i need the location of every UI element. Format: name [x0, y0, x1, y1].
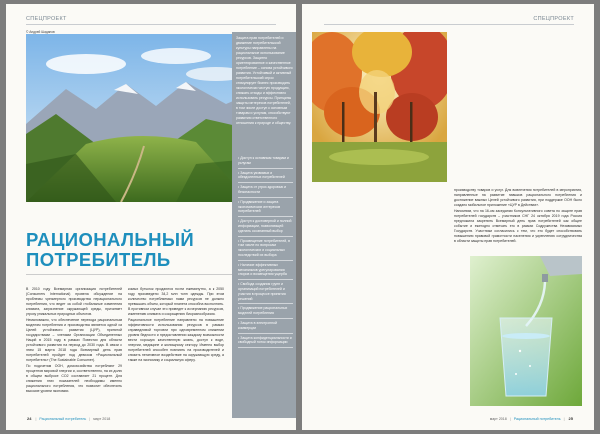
list-item: • Продвижение рациональных моделей потребления	[236, 306, 293, 319]
list-item: • Продвижение и защита экономических интересов потребителей	[236, 200, 293, 217]
list-item: • Наличие эффективных механизмов урегулирования споров и возмещения ущерба	[236, 263, 293, 280]
page-footer-right: март 2018 | Рациональный потребитель | 25	[489, 416, 573, 421]
paragraph: Напомним, что на 16-ом заседании Консультативного совета по защите прав потребителей государств – участников СНГ 24 октября 2019 года Россия предложила закрепить Всемирный день прав потребителей как общее событие и ежегодно отмечать его в рамках Содружества Независимых Государств. Участники согласились с тем, что это будет способствовать повышению правовой грамотности населения и укреплению сотрудничества в области защиты прав потребителей.	[454, 209, 582, 243]
paragraph: Рациональное потребление направлено на повышение эффективности использования ресурсов в рамках справедливой торговли при одновременном снижении уровня бедности и предоставлении каждому возможности вести хорошую качественную жизнь, доступ к воде, энергии, медицине и жилищному сектору. Именно выбор потребителей способен повлиять на производителей и снизить негативное воздействие на окружающую среду, а также на экономику и социальную сферу.	[128, 318, 224, 362]
water-glass-photo	[470, 256, 582, 406]
publication-name: Рациональный потребитель	[513, 417, 561, 421]
photo-credit: © Андрей Шаданов	[26, 30, 55, 34]
page-number: 25	[568, 416, 573, 421]
issue-year: 2018	[498, 417, 507, 421]
list-item: • Защита в электронной коммерции	[236, 321, 293, 334]
list-item: • Защита от угроз здоровью и безопасности	[236, 185, 293, 198]
sidebar-intro	[236, 36, 293, 126]
right-page	[302, 4, 594, 430]
left-page	[6, 4, 296, 430]
issue-month: март	[489, 417, 498, 421]
header-rule	[26, 24, 276, 25]
header-rule	[324, 24, 574, 25]
autumn-forest-photo	[312, 32, 447, 182]
mountain-valley-photo	[26, 34, 250, 202]
issue-month: март	[93, 417, 102, 421]
issue-year: 2018	[102, 417, 111, 421]
article-column-3	[454, 188, 582, 252]
list-item: • Свобода создания групп и организаций потребителей и участия в процессе принятия решений	[236, 282, 293, 304]
paragraph: комых бутылок продаются почти ежеминутно, а к 2050 году произведено 34,2 млн тонн одежды. При этом количество потребляемых нами ресурсов не должно превышать объем, который планета способна восполнять. В противном случае это приведет к исчерпанию ресурсов, изменению климата и сокращению биоразнообразия.	[128, 287, 224, 316]
sidebar-paragraph: Защита прав потребителей и движение потребительской культуры направлены на рациональное использование ресурсов. Защитно ориентированное и качественное потребление – основа устойчивого развития. Устойчивый и активный потребительский спрос стимулирует бизнес производить экологически чистую продукцию, снижать отходы и эффективно использовать ресурсы. Принципы защиты интересов потребителей, в том числе доступ к основным товарам и услугам, способствуют развитию ответственного отношения к природе и обществу.	[236, 36, 293, 125]
paragraph: В 2010 году Всемирная организация потребителей (Consumers International) провела обсуждение на проблемы чрезмерного производства нерационального потребления, что ведет за собой глобальные изменения климата, загрязнение окружающей среды, причиняет угрозу уникальных природных объектов.	[26, 287, 122, 316]
list-item: • Доступ к достоверной и полной информации, позволяющей сделать осознанный выбор	[236, 219, 293, 236]
page-number: 24	[27, 416, 32, 421]
list-item: • Защита уязвимых и обездоленных потребителей	[236, 171, 293, 184]
paragraph: По подсчетам ООН, домохозяйства потребляют 29 процентов мировой энергии и, соответственно, на их долю в общем выбросе CO2 составляет 21 процент. Для снижения этих показателей необходимы именно рационального потребления, что позволит обеспечить высокие уровни экономии.	[26, 364, 122, 393]
article-title: РАЦИОНАЛЬНЫЙ ПОТРЕБИТЕЛЬ	[26, 229, 195, 270]
list-item: • Защита конфиденциальности и свободный поток информации	[236, 336, 293, 349]
page-footer-left: 24 | Рациональный потребитель | март 2018	[27, 416, 111, 421]
title-divider	[26, 274, 250, 275]
consumer-rights-list	[236, 156, 293, 350]
list-item: • Доступ к основным товарам и услугам	[236, 156, 293, 169]
article-column-1	[26, 287, 122, 409]
article-column-2	[128, 287, 224, 409]
paragraph: Немаловажно, что обеспечение перехода рациональным моделям потребления и производства является одной из Целей устойчивого развития (ЦУР), принятой государствами – членами Организации Объединенных Наций в 2015 году в рамках Повестки дня области устойчивого развития на период до 2030 года. В связи с этим 15 марта 2018 года Всемирный день прав потребителей пройдет под девизом «Рациональный потребитель» (The Sustainable Consumer).	[26, 318, 122, 362]
section-rubric: СПЕЦПРОЕКТ	[533, 16, 574, 22]
section-rubric: СПЕЦПРОЕКТ	[26, 16, 67, 22]
publication-name: Рациональный потребитель	[39, 417, 87, 421]
list-item: • Просвещение потребителей, в том числе по вопросам экологических и социальных последствий их выбора	[236, 239, 293, 261]
paragraph: производству товаров и услуг. Для вовлечения потребителей в мероприятия, направленные на развитие навыков рационального потребления и достижение важных Целей устойчивого развития, при поддержке ООН было создано мобильное приложение «ЦУР в Действии».	[454, 188, 582, 207]
